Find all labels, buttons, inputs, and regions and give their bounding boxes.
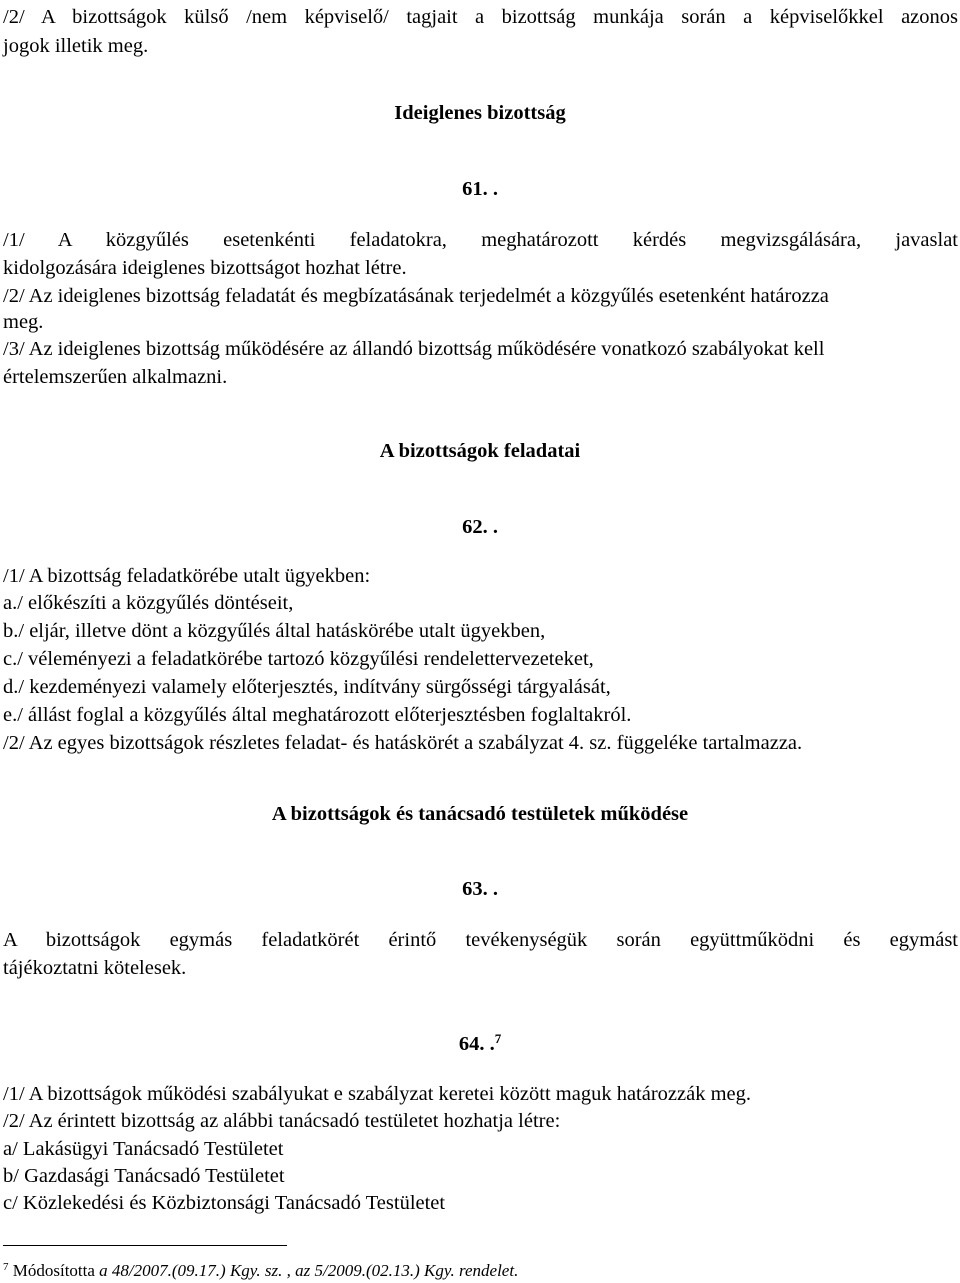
heading-ideiglenes-bizottsag: Ideiglenes bizottság: [394, 102, 566, 124]
section-63-line2: tájékoztatni kötelesek.: [3, 957, 187, 979]
list-item: c./ véleményezi a feladatkörébe tartozó közgyűlési rendelettervezeteket,: [3, 648, 594, 670]
para-60-2-line1: /2/ A bizottságok külső /nem képviselő/ tagjait a bizottság munkája során a képviselőkkel azonos: [3, 6, 958, 28]
footnote: [3, 1262, 518, 1279]
list-item: e./ állást foglal a közgyűlés által meghatározott előterjesztésben foglaltakról.: [3, 704, 632, 726]
section-61-p2-line1: /2/ Az ideiglenes bizottság feladatát és megbízatásának terjedelmét a közgyűlés esetenként határozza: [3, 285, 829, 307]
footnote-text: a 48/2007.(09.17.) Kgy. sz. , az 5/2009.(02.13.) Kgy. rendelet.: [99, 1261, 519, 1280]
list-item: a./ előkészíti a közgyűlés döntéseit,: [3, 592, 294, 614]
heading-bizottsagok-feladatai: A bizottságok feladatai: [379, 440, 581, 462]
list-item: c/ Közlekedési és Közbiztonsági Tanácsadó Testületet: [3, 1192, 446, 1214]
section-63-number: 63. .: [462, 878, 498, 900]
heading-bizottsagok-mukodese: A bizottságok és tanácsadó testületek működése: [271, 803, 689, 825]
list-item: b/ Gazdasági Tanácsadó Testületet: [3, 1165, 285, 1187]
section-62-p2: /2/ Az egyes bizottságok részletes feladat- és hatáskörét a szabályzat 4. sz. függeléke tartalmazza.: [3, 732, 803, 754]
section-64-number-text: 64. .: [458, 1033, 495, 1055]
list-item: a/ Lakásügyi Tanácsadó Testületet: [3, 1138, 284, 1160]
list-item: b./ eljár, illetve dönt a közgyűlés által hatáskörébe utalt ügyekben,: [3, 620, 546, 642]
section-64-p2: /2/ Az érintett bizottság az alábbi tanácsadó testületet hozhatja létre:: [3, 1110, 561, 1132]
section-64-p1: /1/ A bizottságok működési szabályukat e szabályzat keretei között maguk határozzák meg.: [3, 1083, 751, 1105]
section-61-p3-line1: /3/ Az ideiglenes bizottság működésére az állandó bizottság működésére vonatkozó szabályokat kell: [3, 338, 825, 360]
section-62-intro: /1/ A bizottság feladatkörébe utalt ügyekben:: [3, 565, 371, 587]
footnote-divider: [3, 1245, 287, 1246]
footnote-ref[interactable]: 7: [494, 1031, 502, 1046]
footnote-mark: 7: [3, 1261, 9, 1273]
list-item: d./ kezdeményezi valamely előterjesztés, indítvány sürgősségi tárgyalását,: [3, 676, 611, 698]
section-61-number: 61. .: [462, 178, 498, 200]
section-63-line1: A bizottságok egymás feladatkörét érintő tevékenységük során együttműködni és egymást: [3, 929, 958, 951]
section-64-number: [0, 1032, 960, 1055]
para-60-2-line2: jogok illetik meg.: [3, 35, 149, 57]
section-61-p1-line1: /1/ A közgyűlés esetenkénti feladatokra, meghatározott kérdés megvizsgálására, javaslat: [3, 229, 958, 251]
footnote-label: Módosította: [12, 1261, 95, 1280]
section-62-number: 62. .: [462, 516, 498, 538]
section-61-p1-line2: kidolgozására ideiglenes bizottságot hozhat létre.: [3, 257, 407, 279]
section-61-p3-line2: értelemszerűen alkalmazni.: [3, 366, 228, 388]
section-61-p2-line2: meg.: [3, 311, 44, 333]
